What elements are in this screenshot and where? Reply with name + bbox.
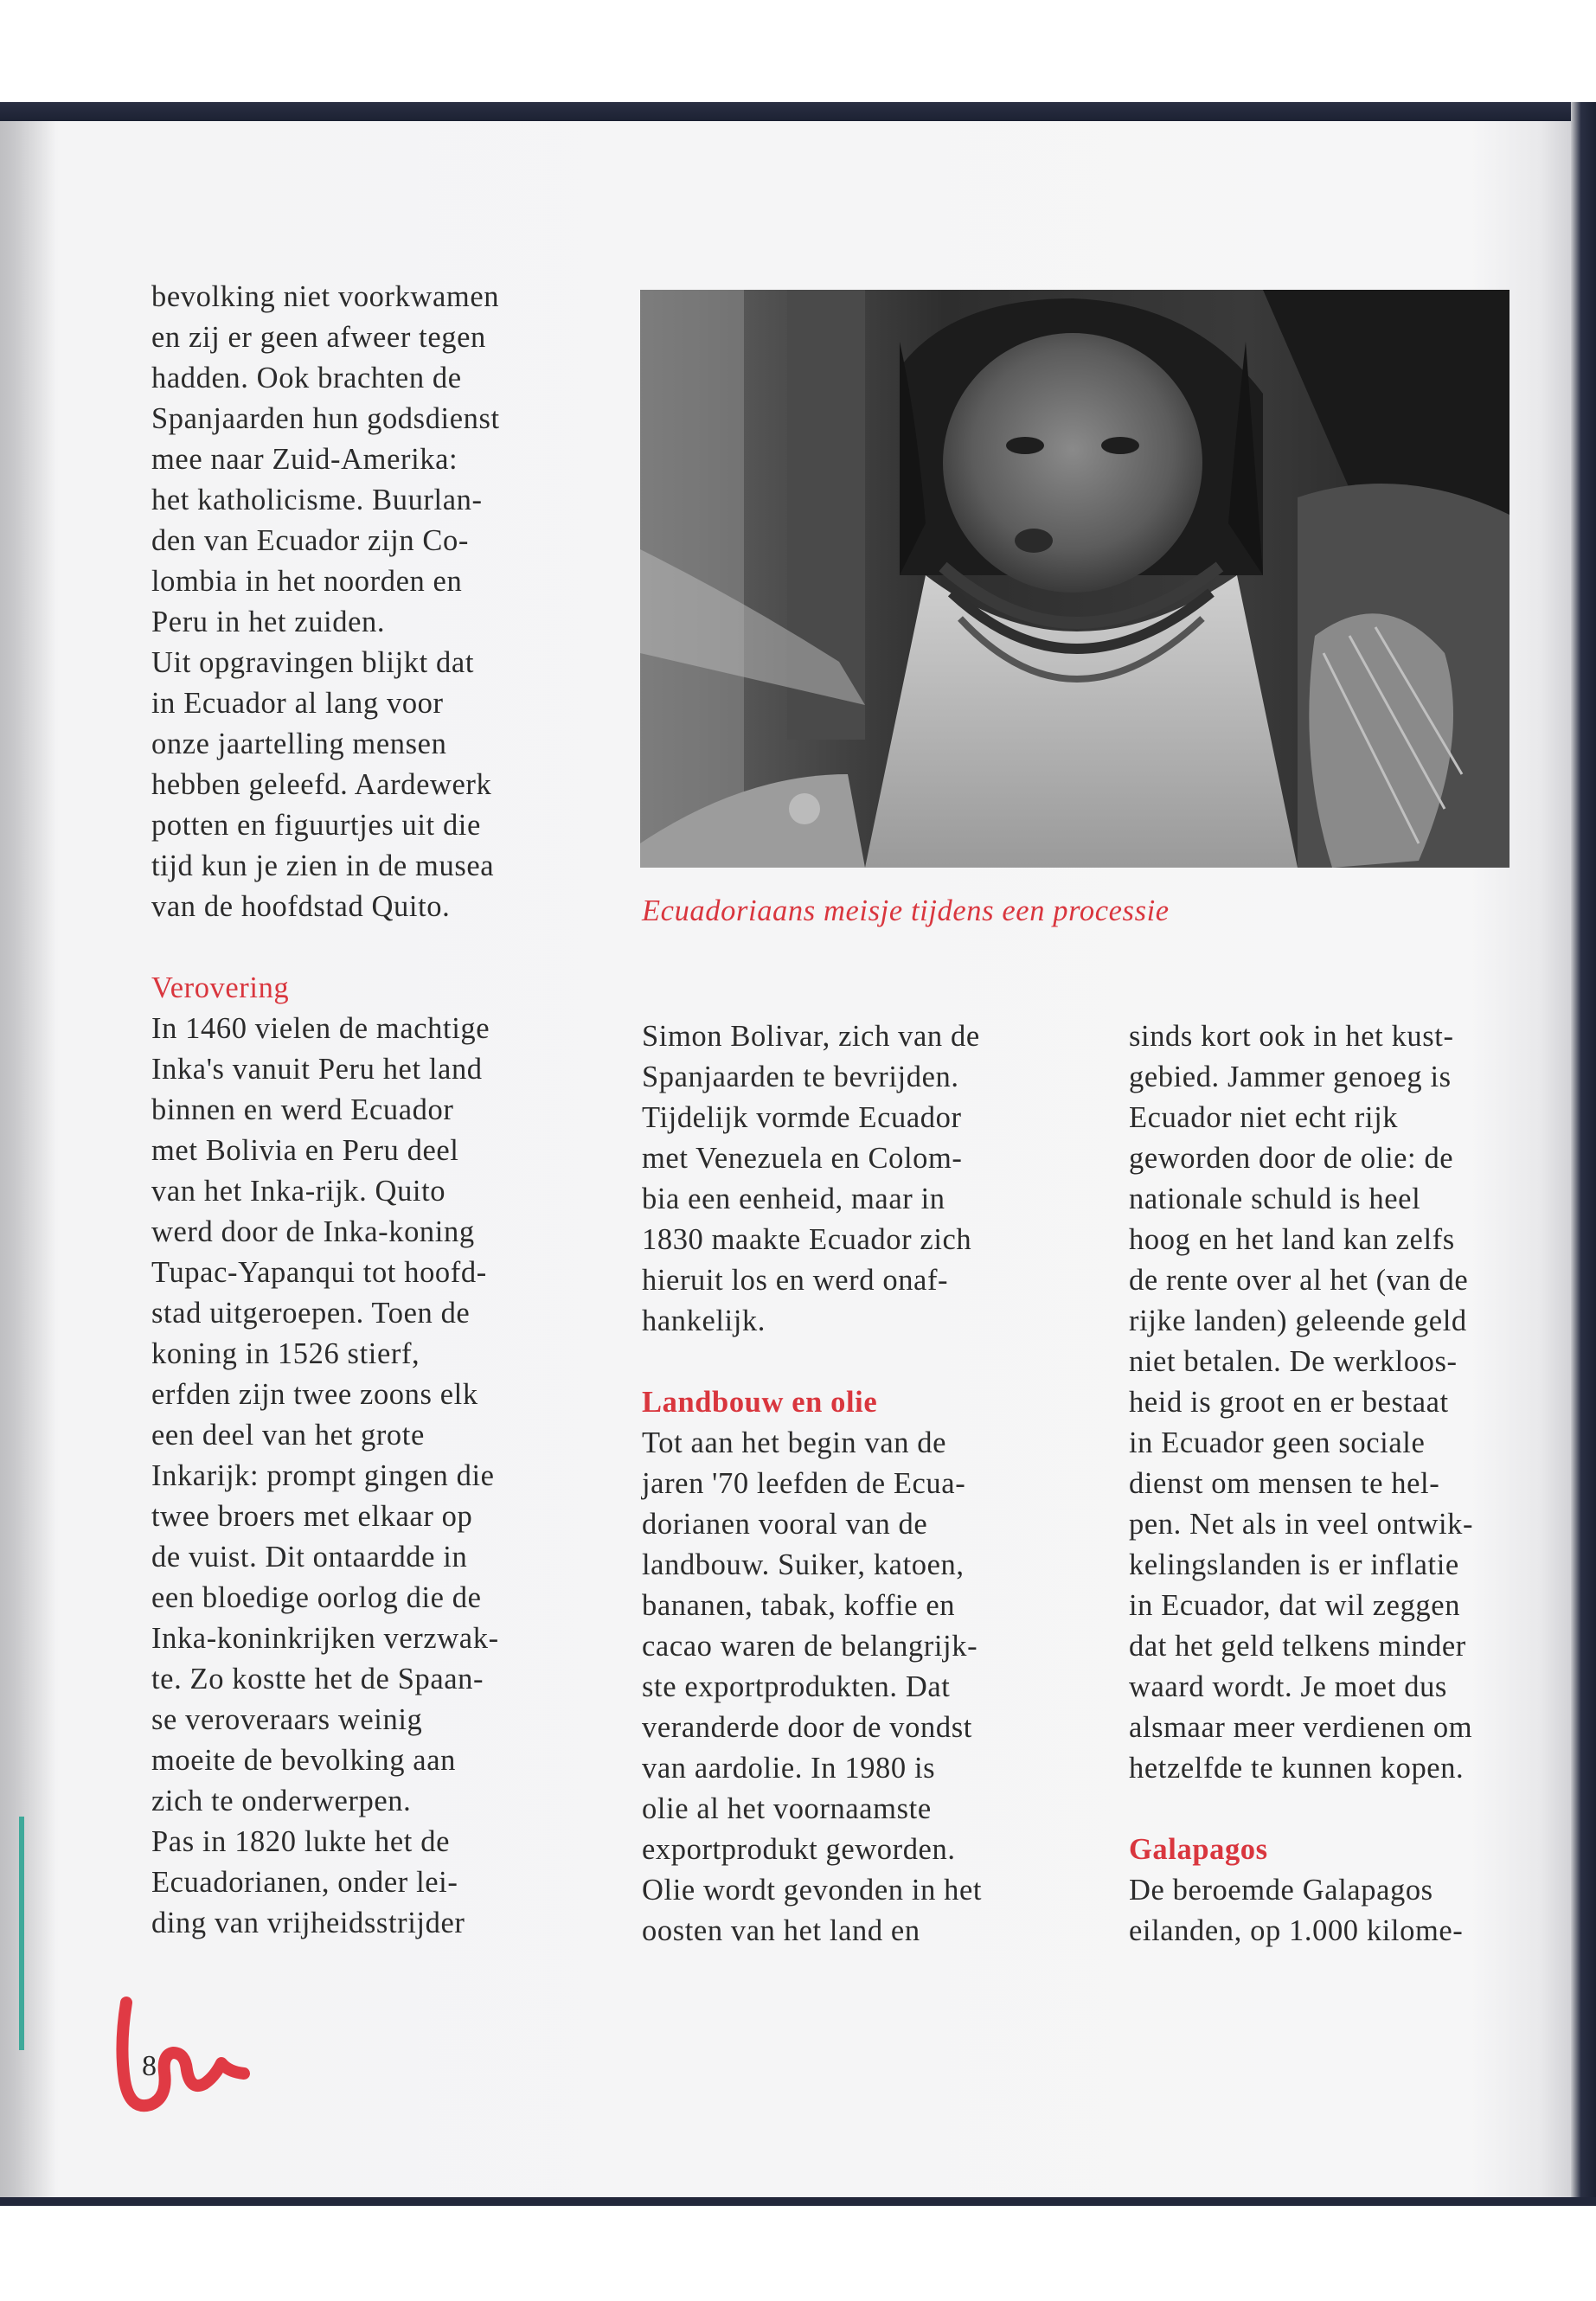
text-line: olie al het voornaamste	[642, 1792, 932, 1825]
text-line: waard wordt. Je moet dus	[1129, 1670, 1447, 1703]
text-line: ding van vrijheidsstrijder	[151, 1907, 465, 1939]
text-line: lombia in het noorden en	[151, 565, 463, 598]
text-line: pen. Net als in veel ontwik-	[1129, 1508, 1474, 1541]
text-line: cacao waren de belangrijk-	[642, 1630, 978, 1663]
text-line: dorianen vooral van de	[642, 1508, 928, 1541]
text-column-3	[1129, 1016, 1544, 1952]
photo-caption: Ecuadoriaans meisje tijdens een processie	[642, 894, 1170, 927]
column-1-paragraph	[151, 277, 567, 927]
text-line: van aardolie. In 1980 is	[642, 1752, 936, 1785]
photo-image	[640, 290, 1509, 868]
text-line: rijke landen) geleende geld	[1129, 1304, 1467, 1337]
text-line: Inkarijk: prompt gingen die	[151, 1459, 495, 1492]
text-line: Ecuador niet echt rijk	[1129, 1101, 1399, 1134]
photo-girl-procession	[640, 290, 1509, 868]
text-line: een bloedige oorlog die de	[151, 1581, 482, 1614]
text-line: heid is groot en er bestaat	[1129, 1386, 1449, 1419]
text-line: de vuist. Dit ontaardde in	[151, 1541, 468, 1574]
column-1-paragraph-verovering	[151, 1009, 567, 1944]
text-line: zich te onderwerpen.	[151, 1785, 412, 1817]
heading-landbouw-en-olie: Landbouw en olie	[642, 1386, 878, 1419]
text-line: met Venezuela en Colom-	[642, 1142, 963, 1175]
teal-margin-marker	[19, 1817, 24, 2050]
text-line: Inka-koninkrijken verzwak-	[151, 1622, 499, 1655]
text-line: eilanden, op 1.000 kilome-	[1129, 1914, 1464, 1947]
text-line: hieruit los en werd onaf-	[642, 1264, 949, 1297]
text-line: hoog en het land kan zelfs	[1129, 1223, 1455, 1256]
text-line: Uit opgravingen blijkt dat	[151, 646, 474, 679]
text-line: Peru in het zuiden.	[151, 606, 386, 638]
text-line: hankelijk.	[642, 1304, 766, 1337]
text-line: 1830 maakte Ecuador zich	[642, 1223, 972, 1256]
text-line: Pas in 1820 lukte het de	[151, 1825, 450, 1858]
text-line: Simon Bolivar, zich van de	[642, 1020, 980, 1053]
text-line: veranderde door de vondst	[642, 1711, 972, 1744]
text-line: exportprodukt geworden.	[642, 1833, 956, 1866]
heading-galapagos: Galapagos	[1129, 1833, 1268, 1866]
text-line: dienst om mensen te hel-	[1129, 1467, 1440, 1500]
text-line: met Bolivia en Peru deel	[151, 1134, 459, 1167]
text-line: Tupac-Yapanqui tot hoofd-	[151, 1256, 487, 1289]
text-column-2	[642, 1016, 1074, 1952]
text-line: bia een eenheid, maar in	[642, 1183, 945, 1215]
text-line: de rente over al het (van de	[1129, 1264, 1469, 1297]
text-line: landbouw. Suiker, katoen,	[642, 1548, 965, 1581]
text-column-1	[151, 277, 567, 1944]
text-line: erfden zijn twee zoons elk	[151, 1378, 478, 1411]
text-line: oosten van het land en	[642, 1914, 920, 1947]
book-cover-right-edge	[1571, 102, 1596, 2206]
text-line: Tot aan het begin van de	[642, 1426, 947, 1459]
column-3-paragraph	[1129, 1016, 1544, 1789]
text-line: van de hoofdstad Quito.	[151, 890, 451, 923]
text-line: alsmaar meer verdienen om	[1129, 1711, 1473, 1744]
text-line: geworden door de olie: de	[1129, 1142, 1454, 1175]
column-2-paragraph-landbouw	[642, 1423, 1074, 1952]
text-line: Spanjaarden te bevrijden.	[642, 1061, 959, 1093]
text-line: potten en figuurtjes uit die	[151, 809, 481, 842]
text-line: gebied. Jammer genoeg is	[1129, 1061, 1452, 1093]
heading-verovering: Verovering	[151, 971, 290, 1004]
text-line: twee broers met elkaar op	[151, 1500, 473, 1533]
text-line: moeite de bevolking aan	[151, 1744, 456, 1777]
text-line: mee naar Zuid-Amerika:	[151, 443, 458, 476]
text-line: tijd kun je zien in de musea	[151, 849, 495, 882]
text-line: dat het geld telkens minder	[1129, 1630, 1466, 1663]
book-cover-bottom-edge	[0, 2197, 1596, 2206]
text-line: bevolking niet voorkwamen	[151, 280, 500, 313]
text-line: onze jaartelling mensen	[151, 727, 447, 760]
column-3-paragraph-galapagos	[1129, 1870, 1544, 1952]
publisher-squiggle-logo-icon	[114, 1994, 253, 2115]
text-line: een deel van het grote	[151, 1419, 425, 1452]
text-line: hetzelfde te kunnen kopen.	[1129, 1752, 1465, 1785]
text-line: Inka's vanuit Peru het land	[151, 1053, 483, 1086]
page-gutter-shadow	[0, 121, 55, 2197]
text-line: se veroveraars weinig	[151, 1703, 423, 1736]
text-line: bananen, tabak, koffie en	[642, 1589, 956, 1622]
text-line: en zij er geen afweer tegen	[151, 321, 486, 354]
text-line: hebben geleefd. Aardewerk	[151, 768, 492, 801]
text-line: De beroemde Galapagos	[1129, 1874, 1433, 1907]
text-line: in Ecuador, dat wil zeggen	[1129, 1589, 1461, 1622]
text-line: Tijdelijk vormde Ecuador	[642, 1101, 962, 1134]
text-line: het katholicisme. Buurlan-	[151, 484, 483, 516]
text-line: werd door de Inka-koning	[151, 1215, 475, 1248]
text-line: koning in 1526 stierf,	[151, 1337, 420, 1370]
text-line: jaren '70 leefden de Ecua-	[642, 1467, 966, 1500]
text-line: in Ecuador geen sociale	[1129, 1426, 1426, 1459]
text-line: binnen en werd Ecuador	[151, 1093, 454, 1126]
page-number: 8	[142, 2050, 157, 2082]
text-line: nationale schuld is heel	[1129, 1183, 1421, 1215]
column-2-paragraph	[642, 1016, 1074, 1342]
text-line: In 1460 vielen de machtige	[151, 1012, 490, 1045]
text-line: hadden. Ook brachten de	[151, 362, 462, 394]
text-line: Ecuadorianen, onder lei-	[151, 1866, 458, 1899]
text-line: kelingslanden is er inflatie	[1129, 1548, 1459, 1581]
text-line: den van Ecuador zijn Co-	[151, 524, 469, 557]
text-line: niet betalen. De werkloos-	[1129, 1345, 1458, 1378]
text-line: stad uitgeroepen. Toen de	[151, 1297, 471, 1330]
text-line: van het Inka-rijk. Quito	[151, 1175, 446, 1208]
text-line: ste exportprodukten. Dat	[642, 1670, 951, 1703]
text-line: te. Zo kostte het de Spaan-	[151, 1663, 484, 1695]
text-line: Spanjaarden hun godsdienst	[151, 402, 500, 435]
text-line: in Ecuador al lang voor	[151, 687, 444, 720]
text-line: sinds kort ook in het kust-	[1129, 1020, 1454, 1053]
text-line: Olie wordt gevonden in het	[642, 1874, 983, 1907]
